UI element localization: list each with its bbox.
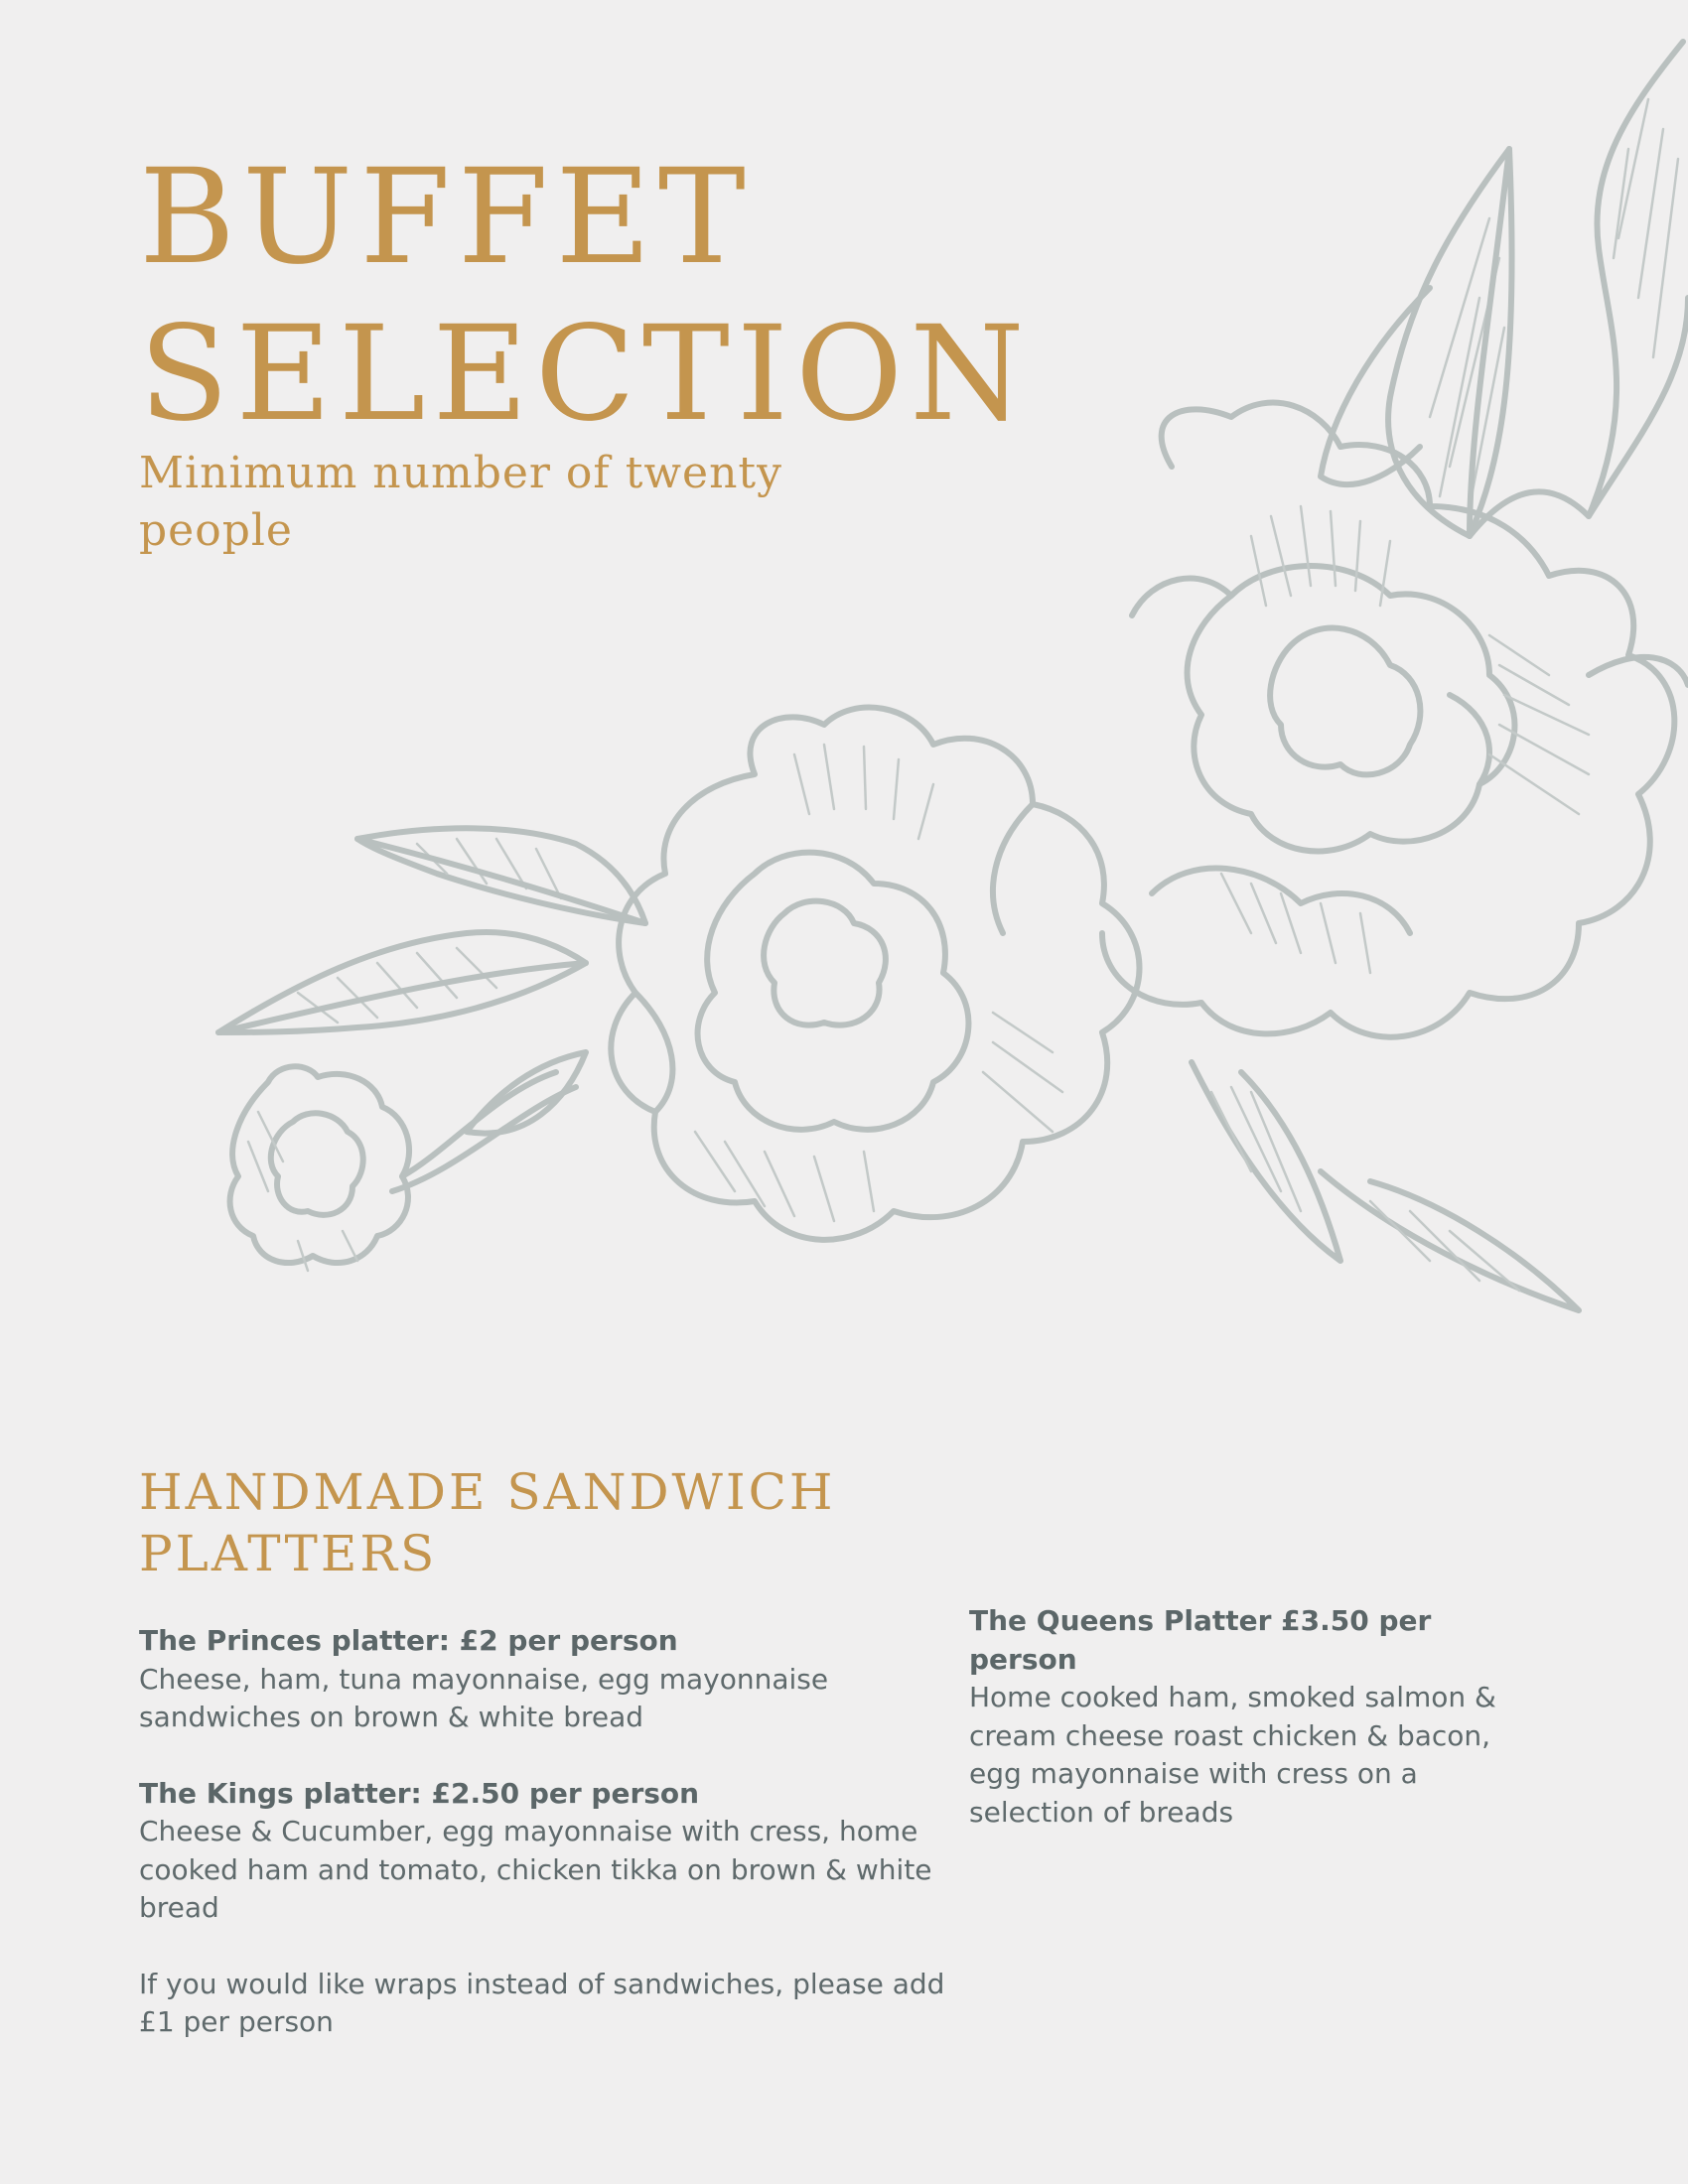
- platter-item-princes: [139, 1622, 953, 1737]
- platter-description: Cheese, ham, tuna mayonnaise, egg mayonnaise sandwiches on brown & white bread: [139, 1662, 829, 1733]
- platter-description: Cheese & Cucumber, egg mayonnaise with cress, home cooked ham and tomato, chicken tikka on brown & white bread: [139, 1815, 932, 1924]
- page-title: [139, 139, 1032, 453]
- wraps-note: If you would like wraps instead of sandwiches, please add £1 per person: [139, 1967, 945, 2038]
- platter-item-kings: [139, 1775, 953, 1928]
- page-subtitle: Minimum number of twenty people: [139, 448, 782, 556]
- platters-right-column: [969, 1602, 1525, 1869]
- title-line-1: BUFFET: [139, 141, 753, 294]
- platter-title: The Queens Platter £3.50 per person: [969, 1604, 1432, 1676]
- platter-description: Home cooked ham, smoked salmon & cream cheese roast chicken & bacon, egg mayonnaise with cress on a selection of breads: [969, 1681, 1496, 1829]
- platters-left-column: [139, 1622, 953, 2042]
- title-line-2: SELECTION: [139, 298, 1032, 451]
- platter-title: The Princes platter: £2 per person: [139, 1624, 678, 1657]
- section-heading: HANDMADE SANDWICH PLATTERS: [139, 1463, 836, 1582]
- platter-title: The Kings platter: £2.50 per person: [139, 1776, 700, 1810]
- platter-item-queens: [969, 1602, 1525, 1832]
